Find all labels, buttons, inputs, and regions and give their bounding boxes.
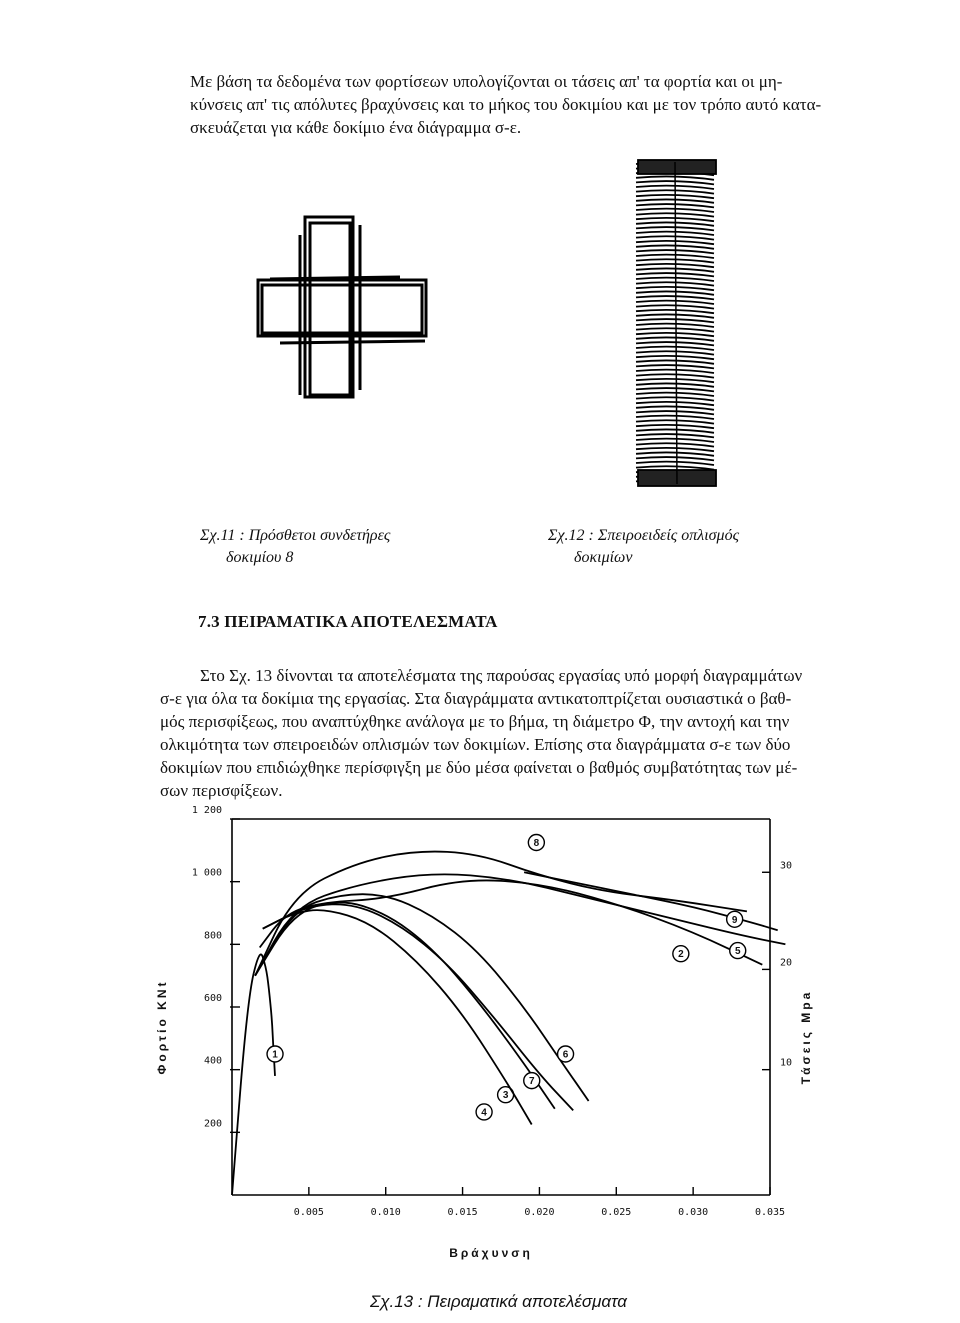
text-line: σ-ε για όλα τα δοκίμια της εργασίας. Στα διαγράμματα αντικατοπτρίζεται ουσιαστικά ο βαθ- (160, 689, 792, 708)
spiral-coil (636, 365, 714, 368)
caption-line: δοκιμίου 8 (226, 549, 294, 566)
text-line: μός περισφίξεως, που αναπτύχθηκε ανάλογα με το βήμα, τη διάμετρο Φ, την αντοχή και την (160, 712, 790, 731)
series-curve-5 (255, 874, 785, 975)
spiral-coil (636, 462, 714, 465)
figure-12-caption (548, 525, 739, 569)
spiral-coil (636, 443, 714, 446)
series-label-8: 8 (533, 838, 540, 849)
spiral-coil (636, 291, 714, 294)
y2-tick-label: 10 (780, 1057, 793, 1069)
body-paragraph (160, 664, 870, 802)
spiral-coil (636, 425, 714, 428)
y-tick-label: 1 200 (191, 805, 222, 816)
text-line: ολκιμότητα των σπειροειδών οπλισμών των δοκιμίων. Επίσης στα διαγράμματα σ-ε των δύο (160, 735, 791, 754)
spiral-coil (636, 416, 714, 419)
spiral-coil (636, 287, 714, 290)
y-tick-label: 400 (203, 1055, 222, 1067)
x-tick-label: 0.025 (601, 1207, 632, 1218)
figure-13-caption: Σχ.13 : Πειραματικά αποτελέσματα (370, 1292, 627, 1311)
y-tick-label: 800 (203, 930, 222, 942)
x-tick-label: 0.035 (754, 1207, 786, 1218)
x-tick-label: 0.005 (293, 1207, 324, 1218)
spiral-coil (636, 393, 714, 396)
series-curve-1 (232, 954, 275, 1195)
intro-paragraph (190, 70, 830, 139)
spiral-coil (636, 351, 714, 354)
y-axis-label: Φορτίο KNt (155, 979, 169, 1075)
figure-11-caption (200, 525, 390, 569)
x-axis-label: Βράχυνση (449, 1246, 533, 1260)
figure-12-spiral-reinforcement (630, 158, 720, 488)
y-tick-label: 200 (203, 1118, 222, 1130)
series-label-9: 9 (731, 914, 738, 926)
spiral-coil (636, 301, 714, 304)
spiral-coil (636, 310, 714, 313)
spiral-coil (636, 452, 714, 455)
spiral-coil (636, 457, 714, 460)
spiral-coil (636, 406, 714, 409)
text-line: κύνσεις απ' τις απόλυτες βραχύνσεις και το μήκος του δοκιμίου και με τον τρόπο αυτό κατα- (190, 95, 822, 114)
text-line: δοκιμίων που επιδιώχθηκε περίσφιγξη με δύο μέσα φαίνεται ο βαθμός συμβατότητας των μέ- (160, 758, 798, 777)
x-tick-label: 0.010 (370, 1207, 401, 1218)
series-label-7: 7 (528, 1076, 535, 1088)
text-line: Στο Σχ. 13 δίνονται τα αποτελέσματα της παρούσας εργασίας υπό μορφή διαγραμμάτων (200, 666, 803, 685)
text-line: Με βάση τα δεδομένα των φορτίσεων υπολογίζονται οι τάσεις απ' τα φορτία και οι μη- (190, 72, 783, 91)
series-label-4: 4 (481, 1107, 487, 1119)
series-label-2: 2 (678, 949, 684, 961)
series-label-5: 5 (734, 946, 741, 958)
series-label-6: 6 (562, 1049, 569, 1061)
spiral-coil (636, 360, 714, 363)
spiral-coil (636, 466, 714, 469)
spiral-coil (636, 370, 714, 373)
section-heading: 7.3 ΠΕΙΡΑΜΑΤΙΚΑ ΑΠΟΤΕΛΕΣΜΑΤΑ (198, 612, 498, 631)
spiral-coil (636, 328, 714, 331)
spiral-coil (636, 347, 714, 350)
spiral-coil (636, 324, 714, 327)
series-curve-3 (255, 902, 555, 1108)
figure-11-stirrups-drawing (250, 215, 430, 405)
spiral-coil (636, 314, 714, 317)
x-tick-label: 0.030 (678, 1207, 709, 1218)
spiral-coil (636, 448, 714, 451)
spiral-coil (636, 296, 714, 299)
y-tick-label: 600 (203, 993, 222, 1004)
spiral-coil (636, 429, 714, 432)
y2-tick-label: 20 (780, 957, 793, 969)
series-label-1: 1 (272, 1049, 278, 1061)
spiral-coil (636, 434, 714, 437)
spiral-coil (636, 411, 714, 414)
x-tick-label: 0.015 (447, 1207, 478, 1218)
x-tick-label: 0.020 (524, 1207, 555, 1218)
spiral-coil (636, 383, 714, 386)
spiral-coil (636, 388, 714, 391)
y2-tick-label: 30 (780, 860, 793, 872)
spiral-coil (636, 337, 714, 340)
spiral-coil (636, 305, 714, 308)
caption-line: δοκιμίων (574, 549, 633, 566)
spiral-coil (636, 402, 714, 405)
figure-13-chart (140, 805, 840, 1275)
spiral-coil (636, 333, 714, 336)
series-curve-4 (263, 910, 532, 1124)
spiral-coil (636, 379, 714, 382)
y2-axis-label: Τάσεις Mpa (799, 989, 813, 1085)
spiral-coil (636, 420, 714, 423)
spiral-coil (636, 356, 714, 359)
series-curve-6 (255, 894, 588, 1101)
spiral-coil (636, 319, 714, 322)
spiral-coil (636, 397, 714, 400)
caption-line: Σχ.11 : Πρόσθετοι συνδετήρες (200, 527, 391, 544)
text-line: σων περισφίξεων. (160, 781, 283, 800)
spiral-coil (636, 342, 714, 345)
spiral-coil (636, 374, 714, 377)
spiral-dense-end (638, 160, 716, 174)
y-tick-label: 1 000 (191, 867, 222, 879)
caption-line: Σχ.12 : Σπειροειδείς οπλισμός (548, 527, 740, 544)
spiral-coil (636, 439, 714, 442)
text-line: σκευάζεται για κάθε δοκίμιο ένα διάγραμμα σ-ε. (190, 118, 522, 137)
series-label-3: 3 (502, 1090, 509, 1102)
